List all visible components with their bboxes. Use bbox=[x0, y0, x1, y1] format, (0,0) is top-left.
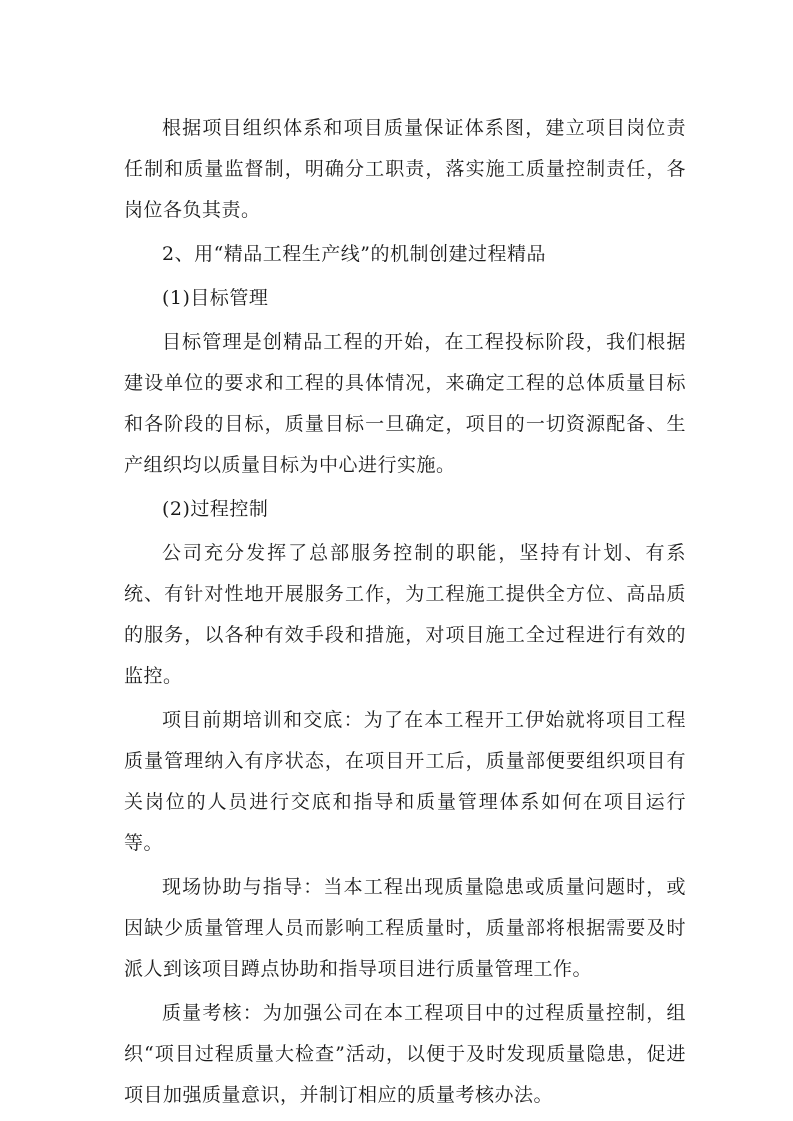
paragraph-onsite-assistance: 现场协助与指导：当本工程出现质量隐患或质量问题时，或因缺少质量管理人员而影响工程质量时，质量部将根据需要及时派人到该项目蹲点协助和指导项目进行质量管理工作。 bbox=[124, 876, 686, 980]
subsection-heading-target-management: (1)目标管理 bbox=[162, 287, 269, 309]
subsection-heading-process-control: (2)过程控制 bbox=[162, 498, 269, 520]
section-heading-production-line: 2、用“精品工程生产线”的机制创建过程精品 bbox=[162, 243, 547, 265]
paragraph-target-management: 目标管理是创精品工程的开始，在工程投标阶段，我们根据建设单位的要求和工程的具体情况，来确定工程的总体质量目标和各阶段的目标，质量目标一旦确定，项目的一切资源配备、生产组织均以质量目标为中心进行实施。 bbox=[124, 331, 686, 476]
paragraph-training-briefing: 项目前期培训和交底：为了在本工程开工伊始就将项目工程质量管理纳入有序状态，在项目开工后，质量部便要组织项目有关岗位的人员进行交底和指导和质量管理体系如何在项目运行等。 bbox=[124, 709, 686, 854]
paragraph-process-control: 公司充分发挥了总部服务控制的职能，坚持有计划、有系统、有针对性地开展服务工作，为工程施工提供全方位、高品质的服务，以各种有效手段和措施，对项目施工全过程进行有效的监控。 bbox=[124, 542, 686, 687]
paragraph-quality-assessment: 质量考核：为加强公司在本工程项目中的过程质量控制，组织“项目过程质量大检查”活动，以便于及时发现质量隐患，促进项目加强质量意识，并制订相应的质量考核办法。 bbox=[124, 1002, 686, 1106]
paragraph-responsibility: 根据项目组织体系和项目质量保证体系图，建立项目岗位责任制和质量监督制，明确分工职责，落实施工质量控制责任，各岗位各负其责。 bbox=[124, 117, 686, 221]
document-body bbox=[124, 108, 686, 1116]
